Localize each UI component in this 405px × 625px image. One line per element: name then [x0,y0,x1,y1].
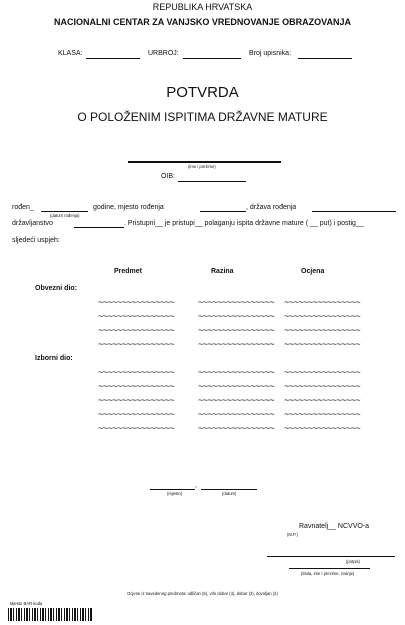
elective-level-field[interactable]: ~~~~~~~~~~~~~~~~ [198,367,275,377]
elective-level-field[interactable]: ~~~~~~~~~~~~~~~~ [198,395,275,405]
birthdate-field[interactable] [41,211,88,212]
elective-subject-field[interactable]: ~~~~~~~~~~~~~~~~ [98,367,175,377]
mandatory-grade-field[interactable]: ~~~~~~~~~~~~~~~~ [284,325,361,335]
mandatory-subject-field[interactable]: ~~~~~~~~~~~~~~~~ [98,297,175,307]
barcode-image [8,608,92,621]
upisnik-field[interactable] [298,58,352,59]
date-field[interactable] [201,489,257,490]
date-caption: (datum) [222,491,237,496]
name-field[interactable] [128,161,281,163]
subject-header: Predmet [114,268,143,275]
elective-grade-field[interactable]: ~~~~~~~~~~~~~~~~ [284,395,361,405]
barcode-label: Mjesto BAR koda [10,601,43,606]
birthcountry-field[interactable] [312,211,396,212]
upisnik-label: Broj upisnika: [249,50,292,57]
klasa-label: KLASA: [58,50,83,57]
place-date-comma: , [195,482,197,489]
mandatory-subject-field[interactable]: ~~~~~~~~~~~~~~~~ [98,339,175,349]
oib-field[interactable] [178,181,246,182]
elective-subject-field[interactable]: ~~~~~~~~~~~~~~~~ [98,423,175,433]
elective-grade-field[interactable]: ~~~~~~~~~~~~~~~~ [284,381,361,391]
republic-title: REPUBLIKA HRVATSKA [152,2,253,12]
elective-grade-field[interactable]: ~~~~~~~~~~~~~~~~ [284,409,361,419]
grade-header: Ocjena [301,268,325,275]
mandatory-subject-field[interactable]: ~~~~~~~~~~~~~~~~ [98,325,175,335]
name-caption: (ime i prezime) [188,164,216,169]
document-subtitle: O POLOŽENIM ISPITIMA DRŽAVNE MATURE [77,110,328,124]
klasa-field[interactable] [86,58,140,59]
document-title: POTVRDA [166,84,239,101]
mandatory-grade-field[interactable]: ~~~~~~~~~~~~~~~~ [284,339,361,349]
urbroj-label: URBROJ: [148,50,179,57]
birthplace-field[interactable] [200,211,246,212]
elective-level-field[interactable]: ~~~~~~~~~~~~~~~~ [198,381,275,391]
elective-subject-field[interactable]: ~~~~~~~~~~~~~~~~ [98,381,175,391]
director-title: Ravnatelj__ NCVVO-a [299,523,370,530]
elective-level-field[interactable]: ~~~~~~~~~~~~~~~~ [198,409,275,419]
born-label: rođen_ [12,204,34,211]
place-caption: (mjesto) [167,491,183,496]
grades-note: Ocjene iz navedenog predmeta: odličan (5), vrlo dobar (4), dobar (3), dovoljan (2) [127,591,278,596]
birthcountry-label: , država rođenja [246,204,297,211]
oib-label: OIB: [161,173,176,180]
elective-level-field[interactable]: ~~~~~~~~~~~~~~~~ [198,423,275,433]
urbroj-field[interactable] [183,58,241,59]
results-intro: sljedeći uspjeh: [12,237,60,244]
birthplace-label: godine, mjesto rođenja [93,204,164,211]
birthdate-caption: (datum rođenja) [50,213,80,218]
elective-subject-field[interactable]: ~~~~~~~~~~~~~~~~ [98,395,175,405]
mandatory-level-field[interactable]: ~~~~~~~~~~~~~~~~ [198,311,275,321]
mandatory-label: Obvezni dio: [35,285,77,292]
mandatory-level-field[interactable]: ~~~~~~~~~~~~~~~~ [198,325,275,335]
elective-grade-field[interactable]: ~~~~~~~~~~~~~~~~ [284,367,361,377]
elective-label: Izborni dio: [35,355,73,362]
signature-field[interactable] [267,556,395,557]
mandatory-level-field[interactable]: ~~~~~~~~~~~~~~~~ [198,297,275,307]
mandatory-subject-field[interactable]: ~~~~~~~~~~~~~~~~ [98,311,175,321]
signature-caption: (potpis) [346,559,360,564]
director-name-field[interactable] [289,568,370,569]
citizenship-label: državljanstvo [12,220,53,227]
place-field[interactable] [150,489,195,490]
elective-grade-field[interactable]: ~~~~~~~~~~~~~~~~ [284,423,361,433]
citizenship-field[interactable] [74,227,124,228]
stamp-mark: (M.P.) [287,532,298,537]
level-header: Razina [211,268,234,275]
mandatory-grade-field[interactable]: ~~~~~~~~~~~~~~~~ [284,311,361,321]
mandatory-grade-field[interactable]: ~~~~~~~~~~~~~~~~ [284,297,361,307]
mandatory-level-field[interactable]: ~~~~~~~~~~~~~~~~ [198,339,275,349]
director-name-caption: (titula, ime i prezime, zvanje) [301,571,355,576]
elective-subject-field[interactable]: ~~~~~~~~~~~~~~~~ [98,409,175,419]
center-title: NACIONALNI CENTAR ZA VANJSKO VREDNOVANJE OBRAZOVANJA [53,17,352,27]
exam-sentence: . Pristupni__ je pristupi__ polaganju ispita državne mature ( __ put) i postig__ [124,220,364,227]
